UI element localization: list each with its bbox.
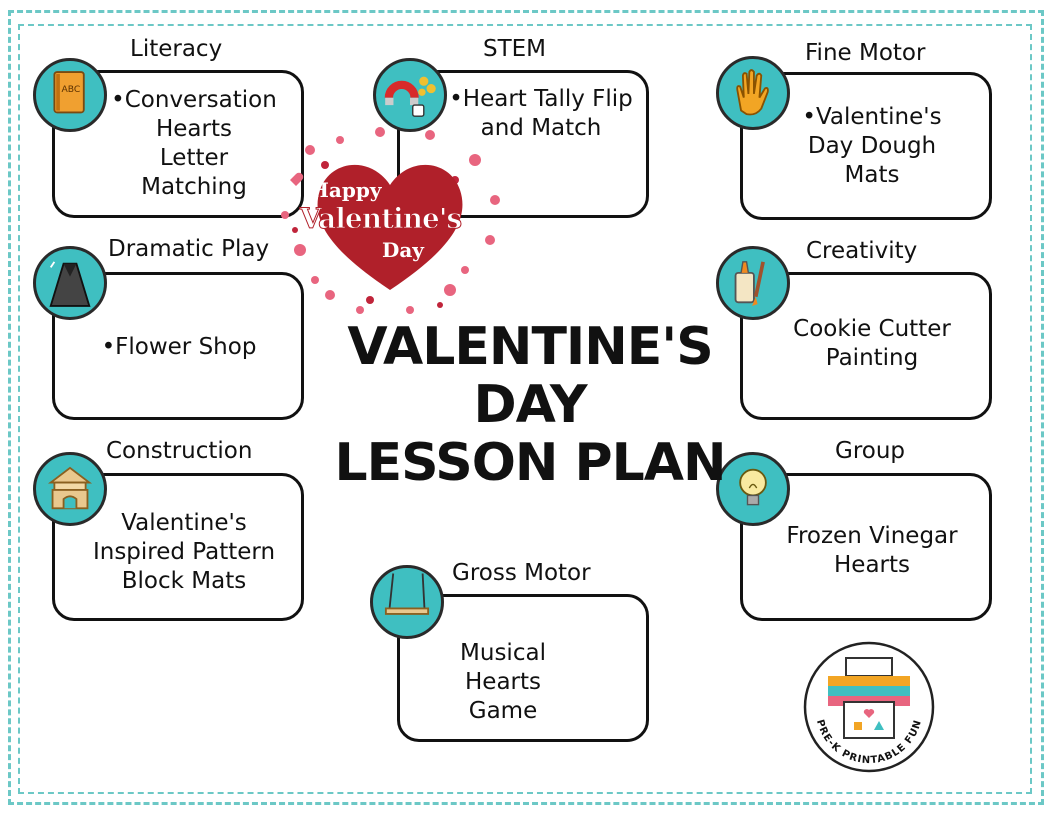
glue-brush-icon [716, 246, 790, 320]
heart-text-day: Day [382, 238, 424, 262]
abc-book-icon [33, 58, 107, 132]
dramatic-play-title: Dramatic Play [108, 236, 270, 262]
dramatic-play-text: •Flower Shop [101, 334, 257, 360]
heart-text-valentines: Valentine's [300, 202, 462, 235]
logo-text: PRE-K PRINTABLE FUN [814, 718, 925, 767]
literacy-title: Literacy [130, 36, 223, 62]
page-title: VALENTINE'S DAY LESSON PLAN [334, 317, 726, 493]
creativity-text: Cookie Cutter Painting [793, 316, 951, 371]
literacy-text: •Conversation Hearts Letter Matching [111, 87, 277, 200]
stem-text: •Heart Tally Flip and Match [449, 86, 633, 141]
swing-icon [370, 565, 444, 639]
gross-motor-title: Gross Motor [452, 560, 591, 586]
construction-title: Construction [106, 438, 253, 464]
svg-text:PRE-K PRINTABLE FUN [814, 718, 924, 766]
happy-valentines-heart [270, 120, 510, 320]
hand-icon [716, 56, 790, 130]
fine-motor-title: Fine Motor [805, 40, 926, 66]
svg-text:ABC: ABC [61, 84, 81, 96]
heart-text-happy: Happy [310, 178, 382, 202]
fine-motor-text: •Valentine's Day Dough Mats [802, 103, 942, 188]
group-text: Frozen Vinegar Hearts [786, 523, 958, 578]
blocks-icon [33, 452, 107, 526]
stem-title: STEM [483, 36, 547, 62]
creativity-title: Creativity [806, 238, 918, 264]
group-title: Group [835, 438, 906, 464]
gross-motor-text: Musical Hearts Game [460, 640, 546, 724]
pre-k-printable-fun-logo [802, 640, 936, 774]
construction-text: Valentine's Inspired Pattern Block Mats [92, 510, 276, 594]
cape-icon [33, 246, 107, 320]
